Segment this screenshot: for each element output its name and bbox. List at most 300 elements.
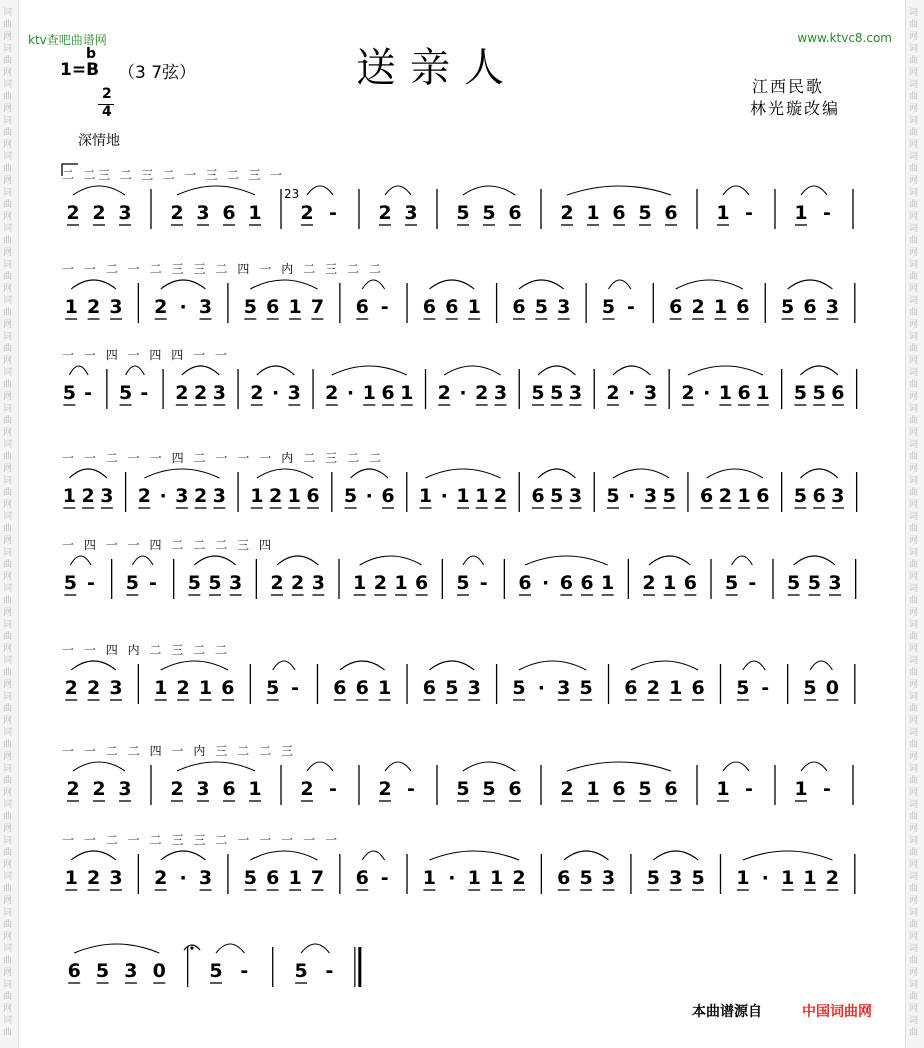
note: 1 [422,867,437,889]
side-glyph: 网 [3,644,13,654]
note: 3 [124,960,138,982]
note: 2 [646,677,660,699]
time-signature-top: 2 [102,86,112,102]
note: 0 [825,677,840,699]
side-glyph: 网 [909,896,919,906]
slur-arc [463,186,515,195]
note: 1 [737,485,751,507]
side-glyph: 曲 [3,380,13,390]
note: 3 [467,677,481,699]
dash-note: - [329,778,337,800]
side-glyph: 网 [3,212,13,222]
side-glyph: 词 [3,584,13,594]
side-glyph: 曲 [909,416,919,426]
side-glyph: 词 [909,476,919,486]
note: 3 [212,485,226,507]
side-glyph: 词 [909,944,919,954]
slur-arc [732,556,753,565]
note: 5 [456,572,470,594]
note: 6 [531,485,545,507]
note: 3 [557,677,571,699]
note: 6 [67,960,81,982]
side-glyph: 曲 [3,956,13,966]
side-glyph: 网 [909,68,919,78]
dot-mark: · [179,296,187,318]
note: 3 [669,867,683,889]
side-glyph: 网 [3,500,13,510]
slur-arc [800,366,837,375]
side-glyph: 网 [909,176,919,186]
fingering-row: 一 一 四 一 四 四 一 一 [62,348,227,362]
note: 1 [287,485,301,507]
side-glyph: 词 [909,548,919,558]
dot-mark: · [448,867,456,889]
note: 1 [198,677,213,699]
dot-mark: · [459,382,467,404]
note: 3 [175,485,189,507]
watermark-right: www.ktvc8.com [797,31,892,45]
note: 3 [198,867,213,889]
note: 2 [291,572,305,594]
note: 1 [663,572,677,594]
side-glyph: 词 [909,188,919,198]
slur-arc [194,556,235,565]
side-glyph: 词 [3,548,13,558]
note: 3 [100,485,114,507]
side-glyph: 词 [3,152,13,162]
side-glyph: 曲 [3,812,13,822]
grace-note: 23 [284,187,300,201]
note: 6 [512,296,526,318]
note: 2 [325,382,339,404]
side-glyph: 网 [3,356,13,366]
side-glyph: 词 [3,368,13,378]
side-glyph: 网 [909,248,919,258]
note: 5 [793,382,808,404]
side-glyph: 词 [909,404,919,414]
side-glyph: 曲 [909,596,919,606]
note: 1 [400,382,414,404]
side-glyph: 曲 [909,56,919,66]
dash-note: - [140,382,149,404]
note: 1 [716,202,730,224]
note: 2 [268,485,283,507]
fingering-row: 一 一 二 二 四 一 内 三 二 二 三 [62,744,293,758]
side-glyph: 曲 [3,236,13,246]
side-glyph: 词 [3,260,13,270]
time-signature-bottom: 4 [102,104,112,120]
fingering-row: 一 四 一 一 四 二 二 二 三 四 [62,538,271,552]
note: 5 [787,572,801,594]
side-glyph: 曲 [909,920,919,930]
side-glyph: 网 [3,680,13,690]
slur-arc [567,762,671,771]
tempo-mark: 深情地 [78,133,120,149]
note: 1 [62,485,76,507]
fingering-row: 二 二三 二 三 二 一 三 二 三 一 [62,168,282,182]
slur-arc [301,944,329,953]
note: 6 [222,202,236,224]
side-glyph: 网 [3,860,13,870]
note: 6 [445,296,459,318]
note: 5 [793,485,808,507]
dash-note: - [329,202,337,224]
dash-note: - [380,296,389,318]
side-glyph: 网 [3,464,13,474]
note: 7 [310,867,325,889]
slur-arc [653,851,698,860]
dot-mark: · [761,867,769,889]
key-signature: 1=B [60,60,100,80]
slur-arc [161,280,206,289]
side-glyph: 曲 [3,740,13,750]
note: 1 [713,296,728,318]
note: 3 [287,382,301,404]
side-glyph: 网 [909,104,919,114]
slur-arc [723,762,749,771]
note: 3 [109,296,123,318]
slur-arc [444,366,500,375]
side-glyph: 网 [909,284,919,294]
slur-arc [340,661,385,670]
note: 1 [467,296,481,318]
note: 5 [482,202,496,224]
note: 2 [560,778,574,800]
side-glyph: 曲 [909,992,919,1002]
side-glyph: 网 [3,896,13,906]
side-glyph: 曲 [909,164,919,174]
note: 6 [355,677,369,699]
slur-arc [609,280,631,289]
side-glyph: 词 [909,980,919,990]
note: 2 [270,572,284,594]
side-glyph: 网 [909,752,919,762]
side-glyph: 词 [909,908,919,918]
note: 2 [170,778,184,800]
dot-mark: · [346,382,355,404]
slur-arc [564,851,609,860]
slur-arc [743,661,765,670]
note: 6 [381,485,395,507]
note: 5 [209,960,223,982]
note: 6 [333,677,347,699]
side-glyph: 网 [3,572,13,582]
note: 1 [288,867,302,889]
dash-note: - [380,867,389,889]
dash-note: - [748,572,757,594]
side-glyph: 词 [909,152,919,162]
side-glyph: 词 [909,656,919,666]
note: 1 [64,867,78,889]
note: 3 [196,202,210,224]
side-glyph: 网 [3,140,13,150]
side-glyph: 词 [3,224,13,234]
origin-credit: 江西民歌 [752,77,825,96]
side-glyph: 词 [3,656,13,666]
side-glyph: 词 [3,620,13,630]
side-glyph: 网 [909,788,919,798]
side-glyph: 曲 [909,452,919,462]
note: 2 [66,778,80,800]
dash-note: - [149,572,157,594]
note: 2 [300,202,314,224]
slur-arc [73,186,125,195]
note: 2 [92,778,106,800]
note: 6 [700,485,714,507]
note: 3 [196,778,210,800]
dash-note: - [240,960,249,982]
note: 5 [601,296,616,318]
note: 1 [248,202,262,224]
side-glyph: 词 [3,728,13,738]
note: 1 [489,867,504,889]
note: 3 [643,485,658,507]
side-glyph: 曲 [3,128,13,138]
dot-mark: · [440,485,448,507]
slur-arc [69,469,106,478]
note: 2 [560,202,574,224]
side-glyph: 词 [3,80,13,90]
note: 3 [825,296,840,318]
side-glyph: 曲 [909,200,919,210]
dot-mark: · [537,677,545,699]
note: 2 [512,867,526,889]
note: 2 [300,778,314,800]
note: 5 [606,485,620,507]
note: 5 [187,572,201,594]
slur-arc [182,366,219,375]
fingering-row: 一 一 二 一 二 三 三 二 四 一 内 二 三 二 二 [62,262,381,276]
side-glyph: 词 [3,44,13,54]
note: 5 [662,485,676,507]
flat-sign: b [86,46,97,62]
slur-arc [429,661,474,670]
slur-arc [351,469,388,478]
note: 6 [355,296,369,318]
note: 1 [669,677,683,699]
slur-arc [788,280,833,289]
side-glyph: 曲 [3,56,13,66]
note: 2 [81,485,95,507]
note: 6 [557,867,571,889]
slur-arc [810,661,832,670]
note: 5 [482,778,496,800]
note: 2 [64,677,78,699]
side-glyph: 网 [909,860,919,870]
note: 6 [222,778,236,800]
side-glyph: 词 [3,116,13,126]
slur-arc [250,280,317,289]
side-glyph: 词 [3,944,13,954]
note: 1 [601,572,615,594]
slur-arc [362,851,384,860]
side-glyph: 网 [3,932,13,942]
slur-arc [723,186,749,195]
side-glyph: 网 [3,428,13,438]
slur-arc [257,366,294,375]
slur-arc [307,186,333,195]
side-glyph: 词 [3,8,13,18]
note: 1 [718,382,733,404]
dash-note: - [745,778,753,800]
side-glyph: 曲 [909,236,919,246]
dash-note: - [291,677,300,699]
dash-note: - [823,778,831,800]
slur-arc [676,280,743,289]
slur-arc [631,661,698,670]
note: 2 [681,382,695,404]
slur-arc [743,851,833,860]
slur-arc [429,280,474,289]
side-glyph: 词 [3,188,13,198]
side-glyph: 曲 [3,596,13,606]
note: 6 [831,382,845,404]
slur-arc [429,851,519,860]
side-glyph: 词 [3,980,13,990]
note: 1 [716,778,730,800]
slur-arc [519,280,564,289]
note: 5 [691,867,705,889]
note: 3 [568,382,583,404]
slur-arc [613,469,669,478]
side-glyph: 网 [909,428,919,438]
slur-arc [132,556,153,565]
fingering-row: 一 一 二 一 一 四 二 一 一 一 内 二 三 二 二 [62,451,381,465]
note: 2 [378,202,392,224]
note: 5 [736,677,750,699]
side-glyph: 网 [3,716,13,726]
side-glyph: 词 [909,800,919,810]
slur-arc [688,366,763,375]
note: 5 [812,382,826,404]
slur-arc [250,851,317,860]
note: 2 [378,778,392,800]
note: 6 [266,296,280,318]
side-glyph: 曲 [909,92,919,102]
note: 3 [229,572,243,594]
side-glyph: 网 [3,32,13,42]
side-glyph: 曲 [909,848,919,858]
dot-mark: · [542,572,550,594]
dot-mark: · [628,382,636,404]
footer-source-label: 本曲谱源自 [692,1004,762,1020]
side-glyph: 网 [909,536,919,546]
dash-note: - [479,572,488,594]
note: 5 [550,485,564,507]
note: 6 [559,572,573,594]
side-glyph: 词 [909,620,919,630]
side-glyph: 曲 [909,128,919,138]
side-glyph: 曲 [3,344,13,354]
note: 2 [250,382,264,404]
slur-arc [73,762,125,771]
note: 5 [638,202,652,224]
side-glyph: 网 [909,608,919,618]
note: 5 [243,296,257,318]
note: 5 [534,296,548,318]
note: 1 [248,778,262,800]
note: 1 [353,572,367,594]
side-glyph: 网 [909,572,919,582]
note: 6 [664,202,678,224]
side-glyph: 曲 [909,380,919,390]
side-glyph: 网 [3,536,13,546]
note: 5 [646,867,660,889]
note: 6 [683,572,697,594]
note: 3 [109,867,123,889]
side-glyph: 词 [3,332,13,342]
slur-arc [257,469,313,478]
side-glyph: 网 [909,32,919,42]
dot-mark: · [703,382,711,404]
note: 5 [638,778,652,800]
note: 6 [381,382,395,404]
side-glyph: 词 [909,764,919,774]
side-glyph: 曲 [3,848,13,858]
note: 2 [86,677,101,699]
side-glyph: 曲 [909,560,919,570]
note: 5 [531,382,545,404]
note: 2 [437,382,451,404]
side-glyph: 词 [3,872,13,882]
note: 5 [62,382,76,404]
side-glyph: 词 [909,872,919,882]
side-glyph: 网 [909,968,919,978]
string-tuning: （3 7弦） [118,63,197,83]
note: 3 [198,296,213,318]
note: 1 [456,485,470,507]
slur-arc [463,556,484,565]
note: 6 [422,296,437,318]
side-glyph: 曲 [909,308,919,318]
note: 2 [92,202,106,224]
side-glyph: 网 [3,824,13,834]
slur-arc [177,186,255,195]
slur-arc [332,366,407,375]
note: 1 [250,485,264,507]
note: 6 [580,572,594,594]
note: 1 [736,867,750,889]
note: 2 [691,296,705,318]
note: 5 [118,382,133,404]
note: 5 [456,202,470,224]
side-glyph: 曲 [909,272,919,282]
note: 6 [756,485,770,507]
side-glyph: 网 [3,608,13,618]
side-glyph: 词 [909,260,919,270]
side-glyph: 网 [3,788,13,798]
note: 5 [512,677,526,699]
note: 6 [691,677,705,699]
side-glyph: 词 [909,512,919,522]
note: 6 [736,296,750,318]
note: 1 [362,382,376,404]
note: 3 [311,572,325,594]
side-glyph: 网 [3,284,13,294]
note: 1 [154,677,168,699]
note: 2 [193,382,208,404]
side-glyph: 网 [909,500,919,510]
side-glyph: 词 [909,836,919,846]
side-glyph: 曲 [909,884,919,894]
side-glyph: 网 [909,824,919,834]
note: 2 [825,867,840,889]
note: 6 [221,677,235,699]
dash-note: - [87,572,95,594]
note: 3 [493,382,508,404]
side-glyph: 曲 [909,668,919,678]
slur-arc [794,556,835,565]
